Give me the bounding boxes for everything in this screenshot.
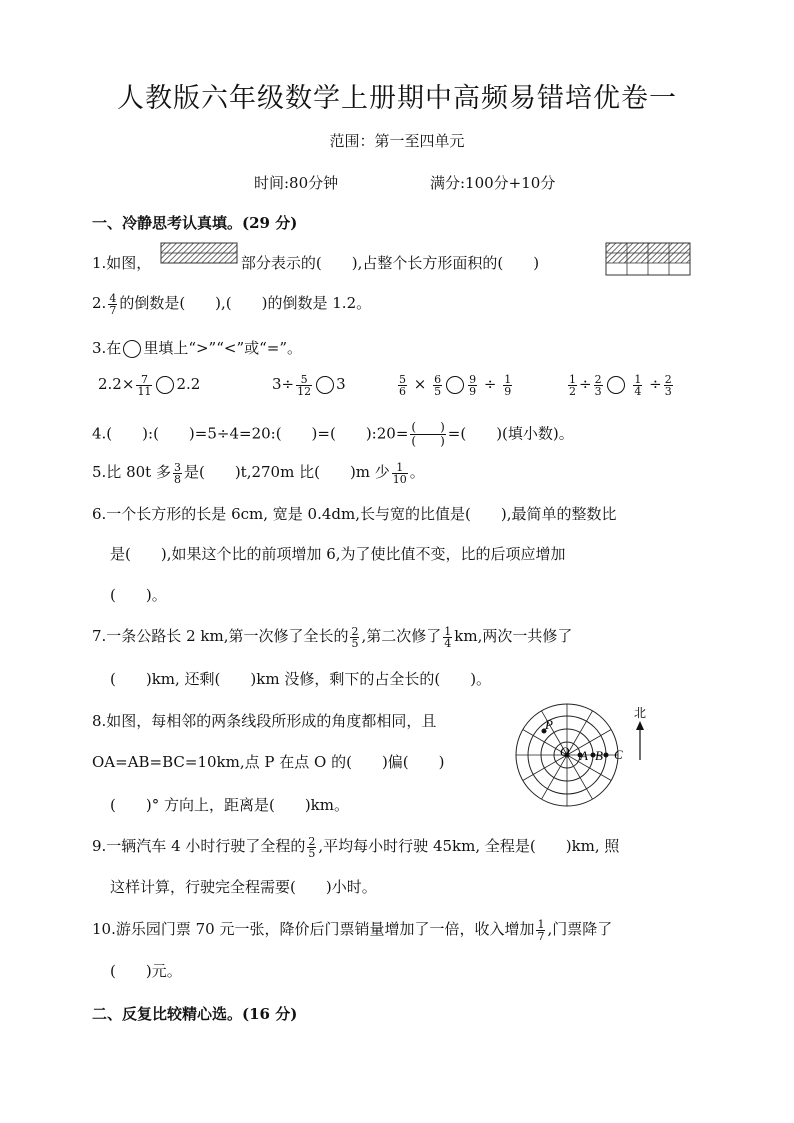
q3-e3-num-3: 9 (469, 372, 477, 386)
question-9-line-1 (92, 835, 619, 859)
q8-north-label: 北 (634, 706, 647, 720)
section-2-heading: 二、反复比较精心选。(16 分) (92, 1005, 298, 1023)
q8-ray-line (542, 755, 568, 799)
q5-frac1-den: 8 (173, 472, 181, 486)
question-6-line-2: 是( ),如果这个比的前项增加 6,为了使比值不变，比的后项应增加 (110, 545, 566, 563)
q2-fraction (108, 293, 117, 316)
q2-number: 2. (92, 294, 107, 312)
q10-fraction (536, 919, 545, 942)
q5-frac2-den: 10 (392, 472, 407, 486)
q7-fraction-1 (350, 626, 359, 649)
q2-frac-num: 4 (109, 291, 117, 305)
q3-expression-2 (272, 373, 346, 397)
q4-fraction (410, 421, 445, 448)
q3-e4-num-2: 2 (594, 372, 602, 386)
question-8-line-1: 8.如图，每相邻的两条线段所形成的角度都相同，且 (92, 712, 437, 730)
page-title: 人教版六年级数学上册期中高频易错培优卷一 (117, 83, 677, 114)
q3-e4-den-1: 2 (569, 384, 576, 398)
q3-text-head: 3.在 (92, 339, 122, 357)
q7-frac1-num: 2 (351, 624, 359, 638)
q3-e4-den-3: 4 (634, 384, 642, 398)
q7-frac1-den: 5 (351, 636, 359, 650)
north-arrow-icon (636, 721, 644, 760)
q8-ray-line (567, 755, 611, 781)
q4-text-b: =( )(填小数)。 (447, 424, 574, 443)
q7-fraction-2 (443, 626, 452, 649)
q3-e1-num: 7 (136, 374, 152, 386)
q5-text-a: 5.比 80t 多 (92, 463, 171, 481)
q8-ray-line (567, 730, 611, 756)
q9-fraction (307, 836, 316, 859)
q3-expression-1 (98, 373, 200, 397)
q3-e3-times: × (413, 375, 427, 393)
q8-label-a: A (580, 748, 588, 763)
question-10-line-1 (92, 918, 612, 942)
q3-e3-den-1: 6 (399, 384, 406, 398)
q3-expression-3 (396, 373, 514, 397)
q5-text-b: 是( )t,270m 比( )m 少 (183, 463, 390, 481)
q3-e4-frac-1 (568, 374, 577, 397)
q3-e3-num-2: 6 (434, 372, 442, 386)
page-subtitle: 范围：第一至四单元 (329, 132, 465, 150)
q3-e3-num-4: 1 (504, 372, 512, 386)
q7-frac2-num: 1 (444, 624, 452, 638)
q3-e1-den: 11 (137, 384, 152, 398)
q3-e3-answer-circle[interactable] (446, 376, 464, 394)
q3-e2-num: 5 (296, 374, 312, 386)
q3-expression-4 (566, 373, 675, 397)
q3-e2-a: 3÷ (272, 375, 295, 393)
exam-score: 满分:100分+10分 (430, 174, 556, 192)
q1-text-b: 部分表示的( ),占整个长方形面积的( ) (240, 254, 540, 272)
q8-label-c: C (614, 747, 623, 762)
exam-time: 时间:80分钟 (254, 174, 339, 192)
q3-e1-frac (136, 374, 152, 397)
q7-frac2-den: 4 (444, 636, 452, 650)
question-3 (92, 337, 302, 359)
question-6-line-1: 6.一个长方形的长是 6cm, 宽是 0.4dm,长与宽的比值是( ),最简单的整数比 (92, 505, 617, 523)
q3-e2-frac (296, 374, 312, 397)
q9-text-a: 9.一辆汽车 4 小时行驶了全程的 (92, 837, 306, 855)
q3-e3-den-2: 5 (434, 384, 442, 398)
q3-e1-a: 2.2× (98, 375, 135, 393)
q8-label-b: B (595, 748, 603, 763)
q5-frac2-num: 1 (392, 462, 408, 474)
q3-e3-frac-2 (433, 374, 442, 397)
q3-e4-divide-1: ÷ (579, 375, 592, 393)
q10-frac-num: 1 (537, 917, 545, 931)
q3-e2-b: 3 (336, 375, 346, 393)
q8-polar-diagram (510, 700, 680, 810)
q5-text-c: 。 (409, 463, 425, 481)
q7-text-a: 7.一条公路长 2 km,第一次修了全长的 (92, 627, 349, 645)
compare-circle-icon (123, 340, 141, 358)
q1-shaded-rectangle-figure (160, 242, 238, 264)
q4-frac-den: ( ) (411, 434, 445, 448)
q1-text-a: 1.如图， (92, 254, 152, 272)
q3-e3-den-4: 9 (504, 384, 512, 398)
q3-e4-frac-3 (633, 374, 642, 397)
q8-point-c (604, 753, 609, 758)
q3-e4-num-3: 1 (634, 372, 642, 386)
q3-e3-divide: ÷ (483, 375, 497, 393)
q5-fraction-2 (392, 462, 408, 485)
q2-frac-den: 7 (109, 303, 117, 317)
q8-label-o: O (560, 744, 570, 759)
q3-e4-den-2: 3 (594, 384, 602, 398)
q3-e4-num-4: 2 (664, 372, 672, 386)
q2-text: 的倒数是( ),( )的倒数是 1.2。 (119, 294, 372, 312)
q3-e3-den-3: 9 (469, 384, 477, 398)
question-6-line-3: ( )。 (110, 586, 167, 604)
q3-e1-b: 2.2 (176, 375, 201, 393)
q9-text-b: ,平均每小时行驶 45km, 全程是( )km, 照 (318, 837, 620, 855)
q4-text-a: 4.( ):( )=5÷4=20:( )=( ):20= (92, 424, 409, 443)
q9-frac-num: 2 (308, 834, 316, 848)
question-7-line-2: ( )km, 还剩( )km 没修，剩下的占全长的( )。 (110, 670, 492, 688)
q7-text-c: km,两次一共修了 (454, 627, 573, 645)
q3-text-tail: 里填上“>”“<”或“=”。 (143, 339, 303, 357)
q3-e4-num-1: 1 (569, 372, 576, 386)
question-4 (92, 421, 574, 448)
q1-whole-rectangle-figure (605, 242, 691, 276)
q3-e3-num-1: 5 (399, 372, 406, 386)
q10-frac-den: 7 (537, 929, 545, 943)
q4-frac-num: ( ) (411, 420, 445, 434)
q5-fraction-1 (173, 462, 182, 485)
question-8-line-3: ( )° 方向上，距离是( )km。 (110, 796, 349, 814)
q7-text-b: ,第二次修了 (361, 627, 442, 645)
q8-label-p: P (545, 717, 553, 732)
q3-e4-frac-2 (594, 374, 603, 397)
question-7-line-1 (92, 625, 572, 649)
q3-e4-answer-circle[interactable] (607, 376, 625, 394)
q10-text-a: 10.游乐园门票 70 元一张，降价后门票销量增加了一倍，收入增加 (92, 920, 535, 938)
q3-e3-frac-1 (398, 374, 407, 397)
q3-e2-answer-circle[interactable] (316, 376, 334, 394)
question-8-line-2: OA=AB=BC=10km,点 P 在点 O 的( )偏( ) (92, 753, 445, 771)
q3-e3-frac-4 (503, 374, 512, 397)
q3-e4-frac-4 (664, 374, 673, 397)
section-1-heading: 一、冷静思考认真填。(29 分) (92, 214, 298, 232)
q10-text-b: ,门票降了 (547, 920, 613, 938)
q3-e4-divide-2: ÷ (649, 375, 662, 393)
q5-frac1-num: 3 (173, 460, 181, 474)
question-9-line-2: 这样计算，行驶完全程需要( )小时。 (110, 878, 377, 896)
q3-e1-answer-circle[interactable] (156, 376, 174, 394)
question-5 (92, 461, 425, 485)
q3-e2-den: 12 (297, 384, 312, 398)
q3-e4-den-4: 3 (664, 384, 672, 398)
q9-frac-den: 5 (308, 846, 316, 860)
question-2 (92, 292, 371, 316)
q3-e3-frac-3 (468, 374, 477, 397)
question-10-line-2: ( )元。 (110, 962, 182, 980)
